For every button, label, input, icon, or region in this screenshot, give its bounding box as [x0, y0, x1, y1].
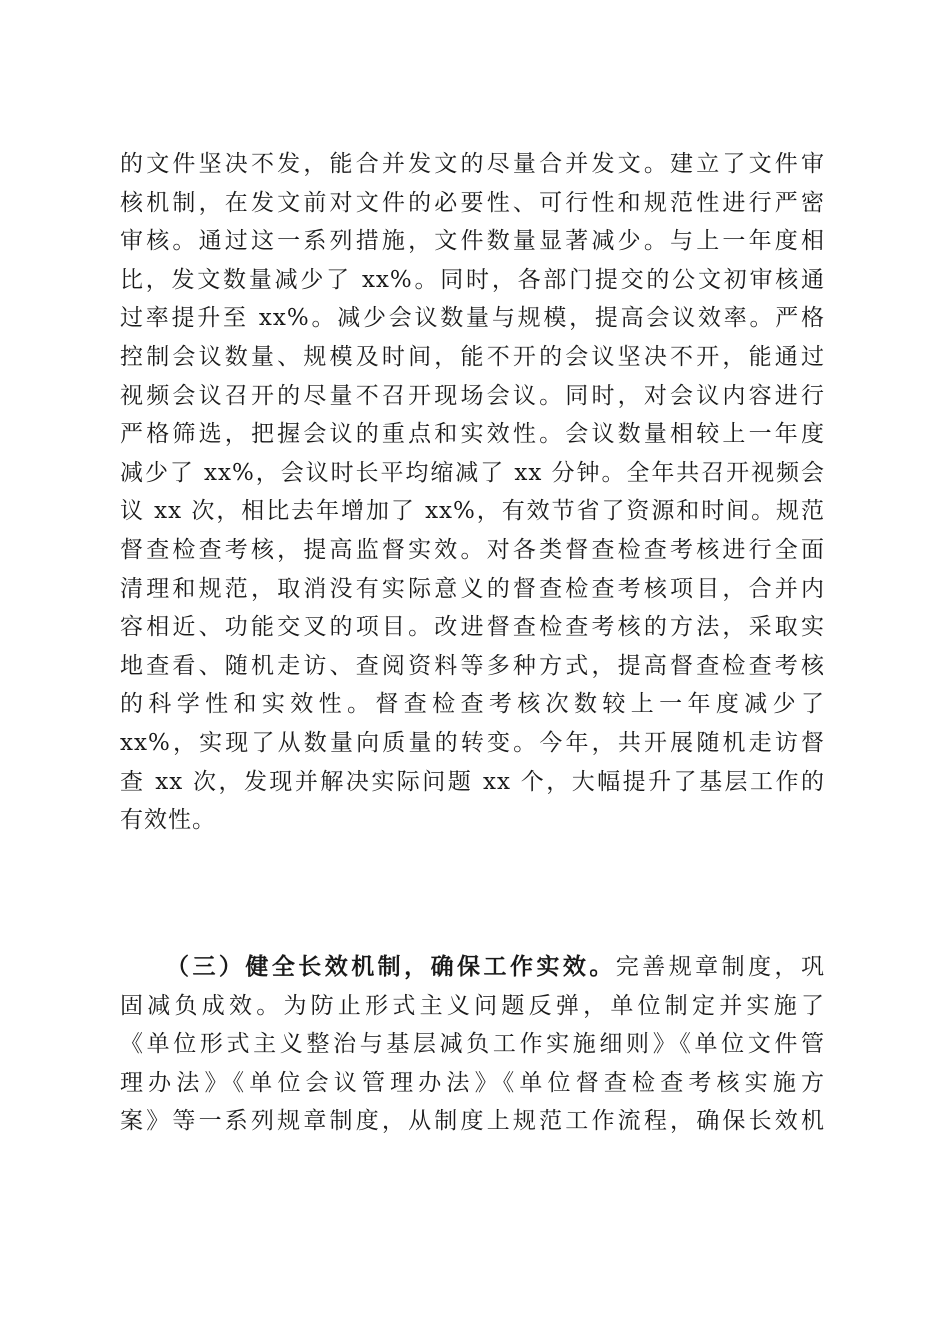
- text-line: 督查检查考核，提高监督实效。对各类督查检查考核进行全面: [120, 536, 825, 563]
- text-line: 减少了 xx%，会议时长平均缩减了 xx 分钟。全年共召开视频会: [120, 459, 825, 486]
- section-heading: （三）健全长效机制，确保工作实效。: [166, 953, 616, 980]
- section-first-line-rest: 完善规章制度，巩: [615, 954, 826, 980]
- text-line: 比，发文数量减少了 xx%。同时，各部门提交的公文初审核通: [120, 266, 825, 293]
- text-line: xx%，实现了从数量向质量的转变。今年，共开展随机走访督: [120, 729, 825, 756]
- text-line: 地查看、随机走访、查阅资料等多种方式，提高督查检查考核: [120, 652, 825, 679]
- text-line: 清理和规范，取消没有实际意义的督查检查考核项目，合并内: [120, 575, 825, 602]
- text-line: 理办法》《单位会议管理办法》《单位督查检查考核实施方: [120, 1069, 825, 1096]
- text-line: 视频会议召开的尽量不召开现场会议。同时，对会议内容进行: [120, 382, 825, 409]
- body-paragraph-section-3: [120, 948, 825, 1141]
- text-line: 固减负成效。为防止形式主义问题反弹，单位制定并实施了: [120, 992, 825, 1019]
- text-line: 过率提升至 xx%。减少会议数量与规模，提高会议效率。严格: [120, 305, 825, 332]
- text-line: 严格筛选，把握会议的重点和实效性。会议数量相较上一年度: [120, 421, 825, 448]
- text-line: 的科学性和实效性。督查检查考核次数较上一年度减少了: [120, 691, 825, 718]
- text-line: 容相近、功能交叉的项目。改进督查检查考核的方法，采取实: [120, 614, 825, 641]
- text-line: 审核。通过这一系列措施，文件数量显著减少。与上一年度相: [120, 228, 825, 255]
- text-line: 的文件坚决不发，能合并发文的尽量合并发文。建立了文件审: [120, 151, 825, 177]
- text-line: 案》等一系列规章制度，从制度上规范工作流程，确保长效机: [120, 1108, 825, 1135]
- text-line: 查 xx 次，发现并解决实际问题 xx 个，大幅提升了基层工作的: [120, 768, 825, 795]
- text-line: 《单位形式主义整治与基层减负工作实施细则》《单位文件管: [120, 1031, 825, 1058]
- section-first-line: [120, 948, 825, 987]
- text-line: 核机制，在发文前对文件的必要性、可行性和规范性进行严密: [120, 189, 825, 216]
- text-line: 议 xx 次，相比去年增加了 xx%，有效节省了资源和时间。规范: [120, 498, 825, 525]
- text-line: 控制会议数量、规模及时间，能不开的会议坚决不开，能通过: [120, 343, 825, 370]
- body-paragraph: [120, 145, 825, 840]
- text-line: 有效性。: [120, 807, 216, 834]
